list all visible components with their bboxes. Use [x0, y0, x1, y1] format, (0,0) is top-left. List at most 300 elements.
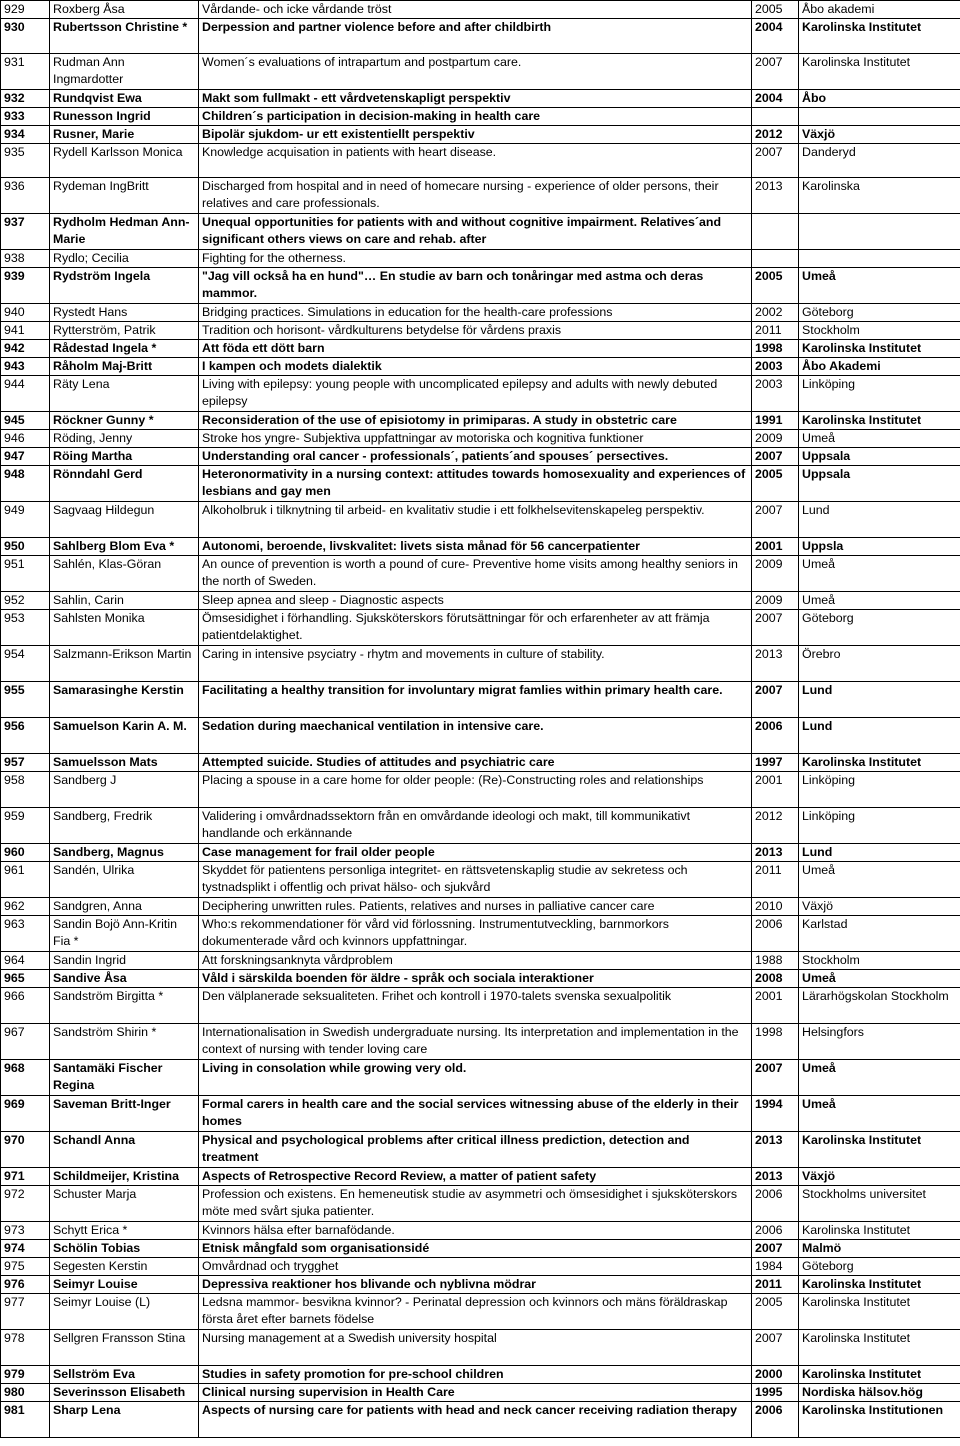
cell-num: 950: [1, 538, 50, 556]
cell-inst: [799, 250, 960, 268]
cell-year: 1995: [752, 1384, 799, 1402]
cell-num: 966: [1, 988, 50, 1024]
cell-year: 1988: [752, 952, 799, 970]
cell-num: 946: [1, 430, 50, 448]
cell-num: 934: [1, 126, 50, 144]
cell-inst: Växjö: [799, 1168, 960, 1186]
table-row: [1, 970, 960, 988]
cell-title: Formal carers in health care and the social services witnessing abuse of the elderly in their homes: [199, 1096, 752, 1132]
cell-num: 972: [1, 1186, 50, 1222]
cell-num: 939: [1, 268, 50, 304]
cell-inst: Åbo: [799, 90, 960, 108]
cell-title: Living in consolation while growing very old.: [199, 1060, 752, 1096]
cell-num: 955: [1, 682, 50, 718]
cell-num: 973: [1, 1222, 50, 1240]
cell-year: 2007: [752, 1330, 799, 1366]
cell-title: Profession och existens. En hemeneutisk studie av asymmetri och ömsesidighet i sjuksköterskors möte med svårt sjuka patienter.: [199, 1186, 752, 1222]
table-row: [1, 772, 960, 808]
cell-year: 2011: [752, 322, 799, 340]
cell-title: Aspects of nursing care for patients with head and neck cancer receiving radiation therapy: [199, 1402, 752, 1438]
cell-inst: Örebro: [799, 646, 960, 682]
cell-num: 944: [1, 376, 50, 412]
cell-inst: Karolinska Institutet: [799, 1294, 960, 1330]
cell-title: Physical and psychological problems after critical illness prediction, detection and treatment: [199, 1132, 752, 1168]
cell-year: 1998: [752, 340, 799, 358]
cell-inst: Umeå: [799, 268, 960, 304]
cell-year: 2013: [752, 844, 799, 862]
cell-num: 952: [1, 592, 50, 610]
cell-name: Samuelsson Mats: [50, 754, 199, 772]
cell-name: Sharp Lena: [50, 1402, 199, 1438]
table-row: [1, 844, 960, 862]
cell-name: Rydholm Hedman Ann-Marie: [50, 214, 199, 250]
table-row: [1, 1186, 960, 1222]
cell-name: Segesten Kerstin: [50, 1258, 199, 1276]
table-row: [1, 322, 960, 340]
cell-year: 2012: [752, 808, 799, 844]
table-row: [1, 412, 960, 430]
cell-title: Sedation during maechanical ventilation in intensive care.: [199, 718, 752, 754]
cell-title: Who:s rekommendationer för vård vid förlossning. Instrumentutveckling, barnmorkors dokumenterade vård och kvinnors uppfattningar.: [199, 916, 752, 952]
cell-inst: Göteborg: [799, 304, 960, 322]
cell-inst: [799, 214, 960, 250]
table-row: [1, 214, 960, 250]
cell-name: Sandberg, Fredrik: [50, 808, 199, 844]
cell-year: 2005: [752, 1, 799, 19]
cell-year: 1991: [752, 412, 799, 430]
cell-title: Den välplanerade seksualiteten. Frihet och kontroll i 1970-talets svenska sexualpolitik: [199, 988, 752, 1024]
cell-inst: Umeå: [799, 592, 960, 610]
table-row: [1, 19, 960, 54]
table-row: [1, 448, 960, 466]
cell-inst: [799, 108, 960, 126]
cell-name: Räty Lena: [50, 376, 199, 412]
cell-num: 980: [1, 1384, 50, 1402]
table-row: [1, 466, 960, 502]
cell-inst: Karolinska Institutet: [799, 1330, 960, 1366]
cell-title: Etnisk mångfald som organisationsidé: [199, 1240, 752, 1258]
table-row: [1, 178, 960, 214]
cell-name: Rundqvist Ewa: [50, 90, 199, 108]
cell-title: Knowledge acquisation in patients with heart disease.: [199, 144, 752, 178]
cell-title: Placing a spouse in a care home for older people: (Re)-Constructing roles and relationships: [199, 772, 752, 808]
cell-name: Seimyr Louise: [50, 1276, 199, 1294]
cell-title: Tradition och horisont- vårdkulturens betydelse för vårdens praxis: [199, 322, 752, 340]
table-row: [1, 1024, 960, 1060]
cell-year: 2004: [752, 90, 799, 108]
table-row: [1, 754, 960, 772]
cell-inst: Karolinska Institutionen: [799, 1402, 960, 1438]
cell-title: Aspects of Retrospective Record Review, a matter of patient safety: [199, 1168, 752, 1186]
cell-name: Rydström Ingela: [50, 268, 199, 304]
cell-name: Schytt Erica *: [50, 1222, 199, 1240]
cell-num: 956: [1, 718, 50, 754]
cell-name: Sahlsten Monika: [50, 610, 199, 646]
cell-name: Severinsson Elisabeth: [50, 1384, 199, 1402]
cell-name: Sandberg, Magnus: [50, 844, 199, 862]
cell-name: Schölin Tobias: [50, 1240, 199, 1258]
cell-num: 968: [1, 1060, 50, 1096]
table-row: [1, 916, 960, 952]
table-row: [1, 1294, 960, 1330]
cell-inst: Lund: [799, 682, 960, 718]
table-row: [1, 808, 960, 844]
cell-name: Rönndahl Gerd: [50, 466, 199, 502]
cell-title: Nursing management at a Swedish university hospital: [199, 1330, 752, 1366]
cell-title: Ömsesidighet i förhandling. Sjuksköterskors förutsättningar för och erfarenheter av att främja patientdelaktighet.: [199, 610, 752, 646]
cell-title: Unequal opportunities for patients with and without cognitive impairment. Relatives´and significant others views on care and rehab. after: [199, 214, 752, 250]
cell-title: Case management for frail older people: [199, 844, 752, 862]
cell-title: Våld i särskilda boenden för äldre - språk och sociala interaktioner: [199, 970, 752, 988]
cell-name: Schandl Anna: [50, 1132, 199, 1168]
cell-num: 975: [1, 1258, 50, 1276]
cell-name: Roxberg Åsa: [50, 1, 199, 19]
cell-year: 2007: [752, 144, 799, 178]
cell-title: Att forskningsanknyta vårdproblem: [199, 952, 752, 970]
cell-num: 945: [1, 412, 50, 430]
cell-name: Samarasinghe Kerstin: [50, 682, 199, 718]
cell-num: 957: [1, 754, 50, 772]
cell-year: 2013: [752, 1132, 799, 1168]
cell-num: 974: [1, 1240, 50, 1258]
cell-year: 2006: [752, 1222, 799, 1240]
table-row: [1, 718, 960, 754]
cell-name: Samuelson Karin A. M.: [50, 718, 199, 754]
cell-title: Ledsna mammor- besvikna kvinnor? - Perinatal depression och kvinnors och mäns föräldraskap första året efter barnets födelse: [199, 1294, 752, 1330]
table-row: [1, 1258, 960, 1276]
table-row: [1, 126, 960, 144]
cell-num: 970: [1, 1132, 50, 1168]
table-row: [1, 898, 960, 916]
table-row: [1, 1168, 960, 1186]
cell-name: Schildmeijer, Kristina: [50, 1168, 199, 1186]
cell-year: 2005: [752, 1294, 799, 1330]
cell-year: 2013: [752, 1168, 799, 1186]
cell-name: Rubertsson Christine *: [50, 19, 199, 54]
cell-inst: Karolinska Institutet: [799, 19, 960, 54]
cell-name: Rytterström, Patrik: [50, 322, 199, 340]
table-row: [1, 1402, 960, 1438]
cell-year: 1997: [752, 754, 799, 772]
cell-num: 964: [1, 952, 50, 970]
cell-title: Skyddet för patientens personliga integritet- en rättsvetenskaplig studie av sekretess och tystnadsplikt i offentlig och privat hälso- och sjukvård: [199, 862, 752, 898]
cell-title: Children´s participation in decision-making in health care: [199, 108, 752, 126]
cell-inst: Karolinska Institutet: [799, 1276, 960, 1294]
cell-num: 948: [1, 466, 50, 502]
cell-year: 2008: [752, 970, 799, 988]
cell-name: Sandive Åsa: [50, 970, 199, 988]
cell-inst: Karolinska Institutet: [799, 54, 960, 90]
cell-year: 2005: [752, 268, 799, 304]
cell-num: 963: [1, 916, 50, 952]
cell-name: Röing Martha: [50, 448, 199, 466]
table-row: [1, 1060, 960, 1096]
cell-name: Sahlberg Blom Eva *: [50, 538, 199, 556]
table-row: [1, 1222, 960, 1240]
cell-name: Santamäki Fischer Regina: [50, 1060, 199, 1096]
cell-inst: Växjö: [799, 126, 960, 144]
cell-inst: Lärarhögskolan Stockholm: [799, 988, 960, 1024]
cell-year: 2004: [752, 19, 799, 54]
cell-num: 951: [1, 556, 50, 592]
cell-inst: Nordiska hälsov.hög: [799, 1384, 960, 1402]
cell-title: Caring in intensive psyciatry - rhytm and movements in culture of stability.: [199, 646, 752, 682]
cell-name: Sandström Birgitta *: [50, 988, 199, 1024]
cell-inst: Stockholm: [799, 952, 960, 970]
table-row: [1, 376, 960, 412]
cell-year: 1998: [752, 1024, 799, 1060]
cell-year: 2003: [752, 376, 799, 412]
cell-num: 962: [1, 898, 50, 916]
cell-year: 2006: [752, 916, 799, 952]
cell-title: Clinical nursing supervision in Health Care: [199, 1384, 752, 1402]
table-row: [1, 54, 960, 90]
cell-num: 959: [1, 808, 50, 844]
cell-year: 2007: [752, 682, 799, 718]
table-row: [1, 538, 960, 556]
cell-num: 979: [1, 1366, 50, 1384]
cell-name: Röding, Jenny: [50, 430, 199, 448]
cell-num: 958: [1, 772, 50, 808]
cell-year: 2012: [752, 126, 799, 144]
cell-num: 941: [1, 322, 50, 340]
table-row: [1, 1, 960, 19]
cell-inst: Uppsla: [799, 538, 960, 556]
cell-name: Sandin Ingrid: [50, 952, 199, 970]
cell-year: 2007: [752, 1060, 799, 1096]
table-row: [1, 1276, 960, 1294]
cell-inst: Uppsala: [799, 448, 960, 466]
cell-inst: Göteborg: [799, 610, 960, 646]
table-row: [1, 90, 960, 108]
cell-title: Living with epilepsy: young people with uncomplicated epilepsy and adults with newly debuted epilepsy: [199, 376, 752, 412]
cell-title: Reconsideration of the use of episiotomy in primiparas. A study in obstetric care: [199, 412, 752, 430]
cell-year: [752, 250, 799, 268]
cell-name: Råholm Maj-Britt: [50, 358, 199, 376]
cell-name: Sandén, Ulrika: [50, 862, 199, 898]
cell-num: 943: [1, 358, 50, 376]
cell-name: Rådestad Ingela *: [50, 340, 199, 358]
cell-num: 930: [1, 19, 50, 54]
cell-title: Discharged from hospital and in need of homecare nursing - experience of older persons, their relatives and care professionals.: [199, 178, 752, 214]
cell-num: 969: [1, 1096, 50, 1132]
cell-year: 2007: [752, 448, 799, 466]
cell-inst: Karolinska Institutet: [799, 412, 960, 430]
cell-title: Autonomi, beroende, livskvalitet: livets sista månad för 56 cancerpatienter: [199, 538, 752, 556]
cell-title: Fighting for the otherness.: [199, 250, 752, 268]
thesis-table-body: [1, 1, 960, 1438]
cell-title: Validering i omvårdnadssektorn från en omvårdande ideologi och makt, till kommunikativt handlande och erkännande: [199, 808, 752, 844]
cell-name: Rudman Ann Ingmardotter: [50, 54, 199, 90]
cell-inst: Åbo akademi: [799, 1, 960, 19]
cell-year: 2007: [752, 1240, 799, 1258]
cell-year: 2002: [752, 304, 799, 322]
table-row: [1, 610, 960, 646]
cell-num: 967: [1, 1024, 50, 1060]
table-row: [1, 340, 960, 358]
cell-name: Rydlo; Cecilia: [50, 250, 199, 268]
cell-name: Rydeman IngBritt: [50, 178, 199, 214]
cell-inst: Linköping: [799, 376, 960, 412]
cell-inst: Stockholms universitet: [799, 1186, 960, 1222]
cell-num: 937: [1, 214, 50, 250]
cell-inst: Karolinska Institutet: [799, 1366, 960, 1384]
cell-title: Kvinnors hälsa efter barnafödande.: [199, 1222, 752, 1240]
table-row: [1, 358, 960, 376]
cell-year: 2013: [752, 178, 799, 214]
cell-num: 942: [1, 340, 50, 358]
cell-inst: Linköping: [799, 808, 960, 844]
cell-name: Sagvaag Hildegun: [50, 502, 199, 538]
cell-num: 933: [1, 108, 50, 126]
cell-num: 929: [1, 1, 50, 19]
cell-num: 947: [1, 448, 50, 466]
cell-num: 978: [1, 1330, 50, 1366]
cell-year: 2009: [752, 556, 799, 592]
table-row: [1, 682, 960, 718]
cell-year: 1984: [752, 1258, 799, 1276]
cell-title: Alkoholbruk i tilknytning til arbeid- en kvalitativ studie i ett folkhelsevitenskapeleg perspektiv.: [199, 502, 752, 538]
cell-num: 965: [1, 970, 50, 988]
cell-year: 2010: [752, 898, 799, 916]
cell-inst: Uppsala: [799, 466, 960, 502]
cell-title: I kampen och modets dialektik: [199, 358, 752, 376]
cell-year: 2006: [752, 1402, 799, 1438]
cell-title: Makt som fullmakt - ett vårdvetenskapligt perspektiv: [199, 90, 752, 108]
cell-title: An ounce of prevention is worth a pound of cure- Preventive home visits among healthy seniors in the north of Sweden.: [199, 556, 752, 592]
cell-inst: Karolinska Institutet: [799, 754, 960, 772]
table-row: [1, 1366, 960, 1384]
cell-num: 960: [1, 844, 50, 862]
table-row: [1, 1096, 960, 1132]
cell-inst: Malmö: [799, 1240, 960, 1258]
cell-title: Vårdande- och icke vårdande tröst: [199, 1, 752, 19]
cell-inst: Umeå: [799, 970, 960, 988]
cell-year: 2000: [752, 1366, 799, 1384]
cell-title: Bridging practices. Simulations in education for the health-care professions: [199, 304, 752, 322]
cell-year: 2011: [752, 862, 799, 898]
cell-num: 931: [1, 54, 50, 90]
cell-name: Rystedt Hans: [50, 304, 199, 322]
table-row: [1, 556, 960, 592]
cell-num: 935: [1, 144, 50, 178]
cell-name: Salzmann-Erikson Martin: [50, 646, 199, 682]
cell-year: 2011: [752, 1276, 799, 1294]
cell-num: 961: [1, 862, 50, 898]
cell-inst: Helsingfors: [799, 1024, 960, 1060]
cell-inst: Karolinska: [799, 178, 960, 214]
cell-year: 2005: [752, 466, 799, 502]
cell-year: 1994: [752, 1096, 799, 1132]
cell-title: Studies in safety promotion for pre-school children: [199, 1366, 752, 1384]
cell-num: 976: [1, 1276, 50, 1294]
cell-title: Facilitating a healthy transition for involuntary migrat famlies within primary health care.: [199, 682, 752, 718]
cell-name: Sandberg J: [50, 772, 199, 808]
cell-inst: Lund: [799, 502, 960, 538]
cell-name: Sandgren, Anna: [50, 898, 199, 916]
cell-year: 2007: [752, 610, 799, 646]
table-row: [1, 952, 960, 970]
cell-num: 954: [1, 646, 50, 682]
cell-year: 2001: [752, 538, 799, 556]
cell-num: 936: [1, 178, 50, 214]
table-row: [1, 108, 960, 126]
cell-title: Omvårdnad och trygghet: [199, 1258, 752, 1276]
cell-title: "Jag vill också ha en hund"… En studie av barn och tonåringar med astma och deras mammor.: [199, 268, 752, 304]
cell-inst: Umeå: [799, 862, 960, 898]
cell-title: Derpession and partner violence before and after childbirth: [199, 19, 752, 54]
cell-title: Attempted suicide. Studies of attitudes and psychiatric care: [199, 754, 752, 772]
cell-inst: Umeå: [799, 1060, 960, 1096]
cell-inst: Umeå: [799, 1096, 960, 1132]
cell-year: 2013: [752, 646, 799, 682]
cell-inst: Göteborg: [799, 1258, 960, 1276]
cell-inst: Danderyd: [799, 144, 960, 178]
cell-year: 2006: [752, 718, 799, 754]
cell-title: Stroke hos yngre- Subjektiva uppfattningar av motoriska och kognitiva funktioner: [199, 430, 752, 448]
cell-name: Rydell Karlsson Monica: [50, 144, 199, 178]
cell-inst: Karolinska Institutet: [799, 1222, 960, 1240]
cell-name: Sellgren Fransson Stina: [50, 1330, 199, 1366]
table-row: [1, 502, 960, 538]
cell-num: 971: [1, 1168, 50, 1186]
table-row: [1, 862, 960, 898]
cell-inst: Växjö: [799, 898, 960, 916]
cell-name: Röckner Gunny *: [50, 412, 199, 430]
cell-year: 2001: [752, 988, 799, 1024]
table-row: [1, 430, 960, 448]
cell-year: [752, 214, 799, 250]
cell-inst: Umeå: [799, 430, 960, 448]
cell-title: Deciphering unwritten rules. Patients, relatives and nurses in palliative cancer care: [199, 898, 752, 916]
cell-name: Schuster Marja: [50, 1186, 199, 1222]
table-row: [1, 1384, 960, 1402]
cell-title: Heteronormativity in a nursing context: attitudes towards homosexuality and experiences of lesbians and gay men: [199, 466, 752, 502]
table-row: [1, 268, 960, 304]
cell-name: Seimyr Louise (L): [50, 1294, 199, 1330]
cell-name: Saveman Britt-Inger: [50, 1096, 199, 1132]
cell-year: [752, 108, 799, 126]
cell-name: Sellström Eva: [50, 1366, 199, 1384]
cell-title: Bipolär sjukdom- ur ett existentiellt perspektiv: [199, 126, 752, 144]
table-row: [1, 988, 960, 1024]
table-row: [1, 646, 960, 682]
cell-num: 932: [1, 90, 50, 108]
cell-name: Sahlin, Carin: [50, 592, 199, 610]
table-row: [1, 1330, 960, 1366]
cell-num: 940: [1, 304, 50, 322]
cell-year: 2006: [752, 1186, 799, 1222]
cell-num: 953: [1, 610, 50, 646]
cell-inst: Lund: [799, 718, 960, 754]
cell-num: 949: [1, 502, 50, 538]
cell-title: Women´s evaluations of intrapartum and postpartum care.: [199, 54, 752, 90]
cell-num: 938: [1, 250, 50, 268]
cell-title: Internationalisation in Swedish undergraduate nursing. Its interpretation and implementation in the context of nursing with tender loving care: [199, 1024, 752, 1060]
cell-year: 2009: [752, 592, 799, 610]
cell-inst: Umeå: [799, 556, 960, 592]
cell-num: 981: [1, 1402, 50, 1438]
table-row: [1, 1240, 960, 1258]
cell-year: 2007: [752, 502, 799, 538]
cell-name: Runesson Ingrid: [50, 108, 199, 126]
cell-name: Sahlén, Klas-Göran: [50, 556, 199, 592]
cell-inst: Karolinska Institutet: [799, 1132, 960, 1168]
cell-title: Sleep apnea and sleep - Diagnostic aspects: [199, 592, 752, 610]
cell-year: 2001: [752, 772, 799, 808]
table-row: [1, 250, 960, 268]
table-row: [1, 592, 960, 610]
